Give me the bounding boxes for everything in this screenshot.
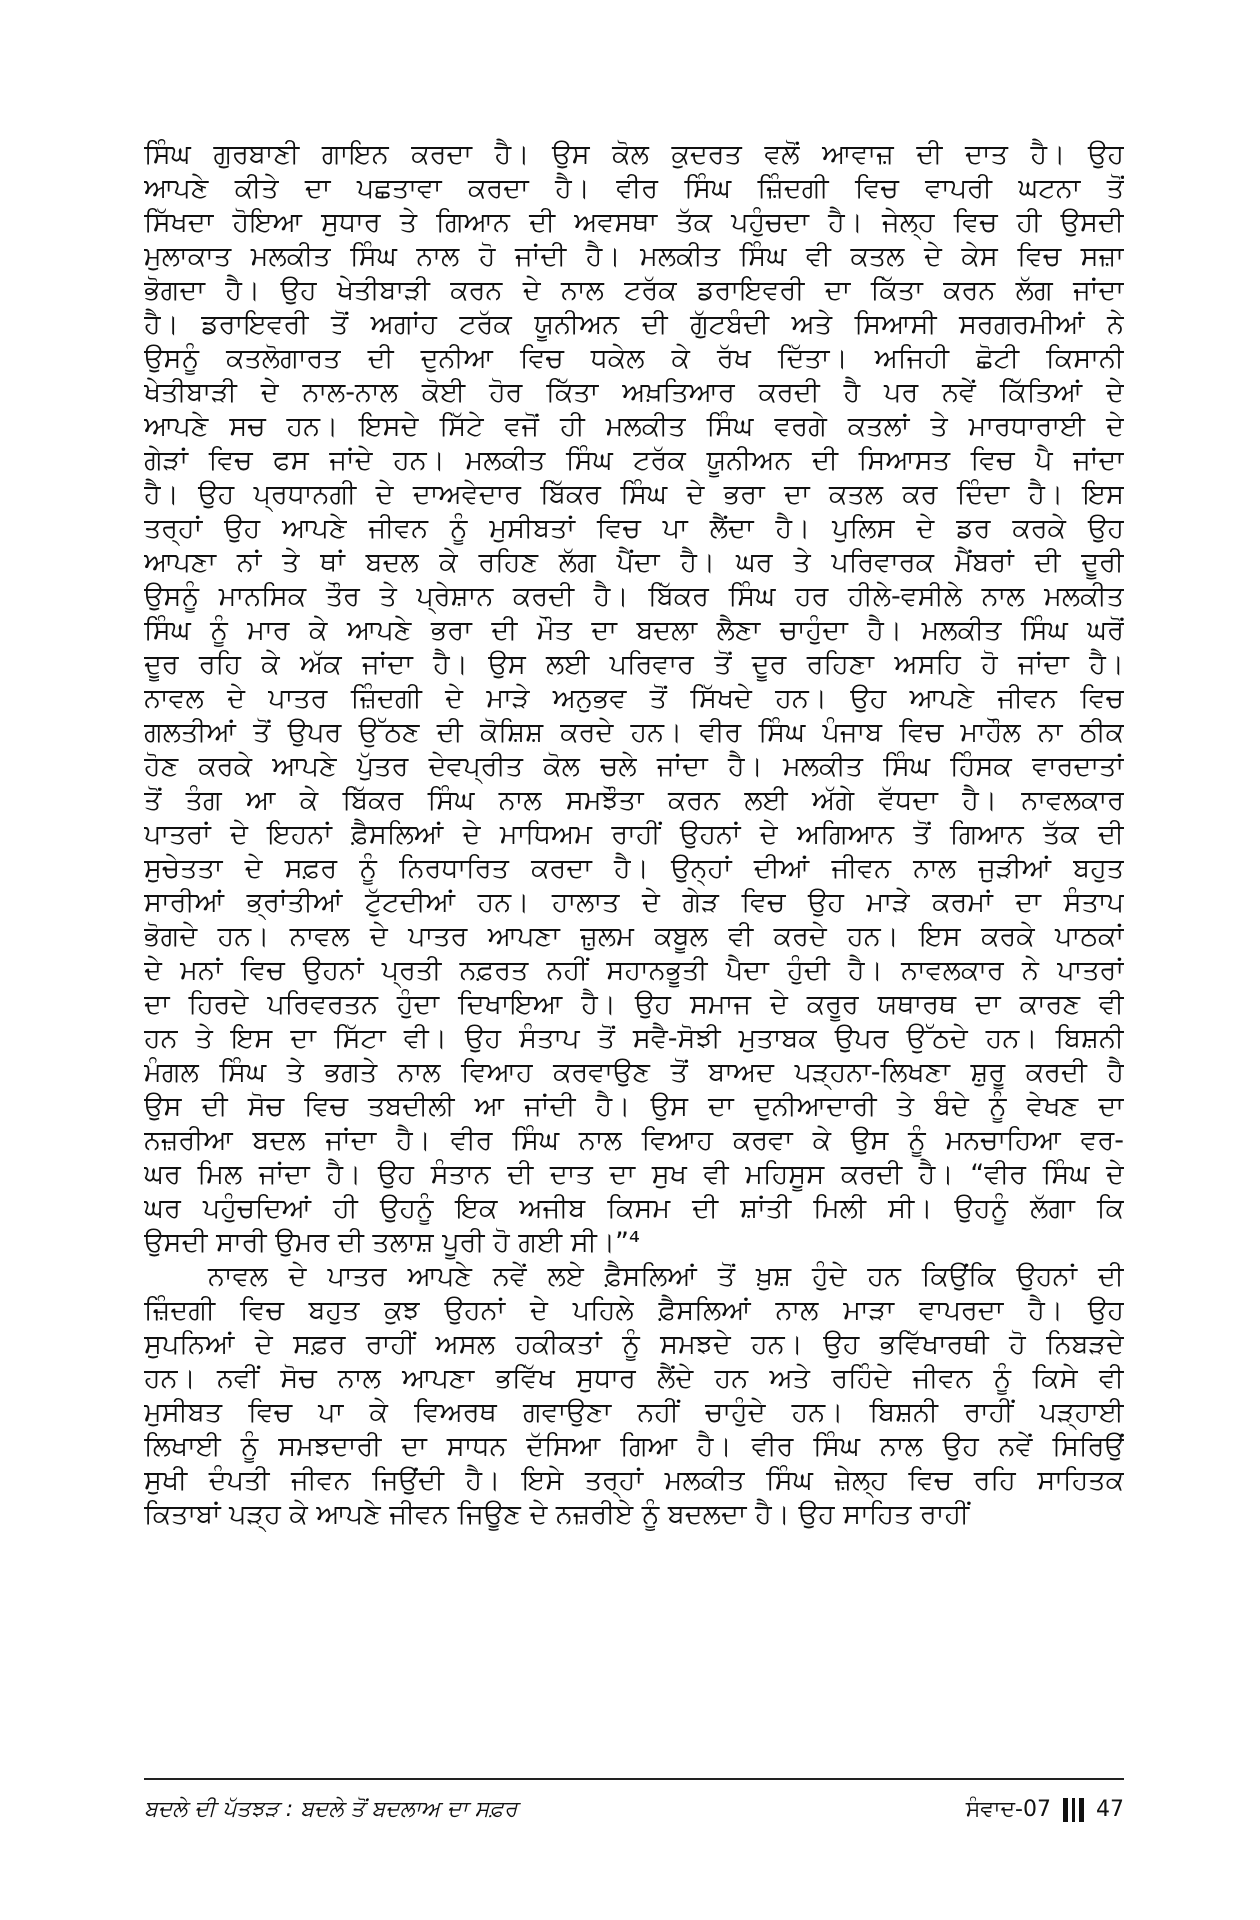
text-line: ਗੇੜਾਂ ਵਿਚ ਫਸ ਜਾਂਦੇ ਹਨ। ਮਲਕੀਤ ਸਿੰਘ ਟਰੱਕ ਯੂਨੀਅਨ ਦੀ ਸਿਆਸਤ ਵਿਚ ਪੈ ਜਾਂਦਾ <box>144 445 1124 476</box>
text-line: ਹੈ। ਉਹ ਪ੍ਰਧਾਨਗੀ ਦੇ ਦਾਅਵੇਦਾਰ ਬਿੱਕਰ ਸਿੰਘ ਦੇ ਭਰਾ ਦਾ ਕਤਲ ਕਰ ਦਿੰਦਾ ਹੈ। ਇਸ <box>144 479 1124 510</box>
text-line: ਉਸ ਦੀ ਸੋਚ ਵਿਚ ਤਬਦੀਲੀ ਆ ਜਾਂਦੀ ਹੈ। ਉਸ ਦਾ ਦੁਨੀਆਦਾਰੀ ਤੇ ਬੰਦੇ ਨੂੰ ਵੇਖਣ ਦਾ <box>144 1091 1124 1122</box>
text-line: ਤਰ੍ਹਾਂ ਉਹ ਆਪਣੇ ਜੀਵਨ ਨੂੰ ਮੁਸੀਬਤਾਂ ਵਿਚ ਪਾ ਲੈਂਦਾ ਹੈ। ਪੁਲਿਸ ਦੇ ਡਰ ਕਰਕੇ ਉਹ <box>144 513 1124 544</box>
text-line: ਸਾਰੀਆਂ ਭ੍ਰਾਂਤੀਆਂ ਟੁੱਟਦੀਆਂ ਹਨ। ਹਾਲਾਤ ਦੇ ਗੇੜ ਵਿਚ ਉਹ ਮਾੜੇ ਕਰਮਾਂ ਦਾ ਸੰਤਾਪ <box>144 887 1124 918</box>
text-line: ਸਿੱਖਦਾ ਹੋਇਆ ਸੁਧਾਰ ਤੇ ਗਿਆਨ ਦੀ ਅਵਸਥਾ ਤੱਕ ਪਹੁੰਚਦਾ ਹੈ। ਜੇਲ੍ਹ ਵਿਚ ਹੀ ਉਸਦੀ <box>144 207 1124 238</box>
text-line: ਗਲਤੀਆਂ ਤੋਂ ਉਪਰ ਉੱਠਣ ਦੀ ਕੋਸ਼ਿਸ਼ ਕਰਦੇ ਹਨ। ਵੀਰ ਸਿੰਘ ਪੰਜਾਬ ਵਿਚ ਮਾਹੌਲ ਨਾ ਠੀਕ <box>144 717 1124 748</box>
separator-bars-icon <box>1063 1797 1084 1823</box>
text-line: ਸੁਪਨਿਆਂ ਦੇ ਸਫ਼ਰ ਰਾਹੀਂ ਅਸਲ ਹਕੀਕਤਾਂ ਨੂੰ ਸਮਝਦੇ ਹਨ। ਉਹ ਭਵਿੱਖਾਰਥੀ ਹੋ ਨਿਬੜਦੇ <box>144 1329 1124 1360</box>
text-line: ਆਪਣੇ ਸਚ ਹਨ। ਇਸਦੇ ਸਿੱਟੇ ਵਜੋਂ ਹੀ ਮਲਕੀਤ ਸਿੰਘ ਵਰਗੇ ਕਤਲਾਂ ਤੇ ਮਾਰਧਾਰਾਈ ਦੇ <box>144 411 1124 442</box>
footer-right <box>966 1790 1124 1830</box>
text-line: ਮੁਲਾਕਾਤ ਮਲਕੀਤ ਸਿੰਘ ਨਾਲ ਹੋ ਜਾਂਦੀ ਹੈ। ਮਲਕੀਤ ਸਿੰਘ ਵੀ ਕਤਲ ਦੇ ਕੇਸ ਵਿਚ ਸਜ਼ਾ <box>144 241 1124 272</box>
text-line: ਦਾ ਹਿਰਦੇ ਪਰਿਵਰਤਨ ਹੁੰਦਾ ਦਿਖਾਇਆ ਹੈ। ਉਹ ਸਮਾਜ ਦੇ ਕਰੂਰ ਯਥਾਰਥ ਦਾ ਕਾਰਣ ਵੀ <box>144 989 1124 1020</box>
text-line: ਨਾਵਲ ਦੇ ਪਾਤਰ ਆਪਣੇ ਨਵੇਂ ਲਏ ਫ਼ੈਸਲਿਆਂ ਤੋਂ ਖ਼ੁਸ਼ ਹੁੰਦੇ ਹਨ ਕਿਉਂਕਿ ਉਹਨਾਂ ਦੀ <box>208 1261 1124 1292</box>
text-line: ਨਾਵਲ ਦੇ ਪਾਤਰ ਜ਼ਿੰਦਗੀ ਦੇ ਮਾੜੇ ਅਨੁਭਵ ਤੋਂ ਸਿੱਖਦੇ ਹਨ। ਉਹ ਆਪਣੇ ਜੀਵਨ ਵਿਚ <box>144 683 1124 714</box>
text-line: ਹਨ। ਨਵੀਂ ਸੋਚ ਨਾਲ ਆਪਣਾ ਭਵਿੱਖ ਸੁਧਾਰ ਲੈਂਦੇ ਹਨ ਅਤੇ ਰਹਿੰਦੇ ਜੀਵਨ ਨੂੰ ਕਿਸੇ ਵੀ <box>144 1363 1124 1394</box>
body-text <box>144 138 1124 1532</box>
text-line: ਉਸਨੂੰ ਕਤਲੋਗਾਰਤ ਦੀ ਦੁਨੀਆ ਵਿਚ ਧਕੇਲ ਕੇ ਰੱਖ ਦਿੱਤਾ। ਅਜਿਹੀ ਛੋਟੀ ਕਿਸਾਨੀ <box>144 343 1124 374</box>
text-line: ਸੁਚੇਤਤਾ ਦੇ ਸਫ਼ਰ ਨੂੰ ਨਿਰਧਾਰਿਤ ਕਰਦਾ ਹੈ। ਉਨ੍ਹਾਂ ਦੀਆਂ ਜੀਵਨ ਨਾਲ ਜੁੜੀਆਂ ਬਹੁਤ <box>144 853 1124 884</box>
text-line: ਹਨ ਤੇ ਇਸ ਦਾ ਸਿੱਟਾ ਵੀ। ਉਹ ਸੰਤਾਪ ਤੋਂ ਸਵੈ-ਸੋਝੀ ਮੁਤਾਬਕ ਉਪਰ ਉੱਠਦੇ ਹਨ। ਬਿਸ਼ਨੀ <box>144 1023 1124 1054</box>
text-line: ਮੰਗਲ ਸਿੰਘ ਤੇ ਭਗਤੇ ਨਾਲ ਵਿਆਹ ਕਰਵਾਉਣ ਤੋਂ ਬਾਅਦ ਪੜ੍ਹਨਾ-ਲਿਖਣਾ ਸ਼ੁਰੂ ਕਰਦੀ ਹੈ <box>144 1057 1124 1088</box>
text-line: ਉਸਦੀ ਸਾਰੀ ਉਮਰ ਦੀ ਤਲਾਸ਼ ਪੂਰੀ ਹੋ ਗਈ ਸੀ।”⁴ <box>144 1227 640 1258</box>
text-line: ਭੋਗਦਾ ਹੈ। ਉਹ ਖੇਤੀਬਾੜੀ ਕਰਨ ਦੇ ਨਾਲ ਟਰੱਕ ਡਰਾਇਵਰੀ ਦਾ ਕਿੱਤਾ ਕਰਨ ਲੱਗ ਜਾਂਦਾ <box>144 275 1124 306</box>
text-line: ਹੋਣ ਕਰਕੇ ਆਪਣੇ ਪੁੱਤਰ ਦੇਵਪ੍ਰੀਤ ਕੋਲ ਚਲੇ ਜਾਂਦਾ ਹੈ। ਮਲਕੀਤ ਸਿੰਘ ਹਿੰਸਕ ਵਾਰਦਾਤਾਂ <box>144 751 1124 782</box>
text-line: ਆਪਣਾ ਨਾਂ ਤੇ ਥਾਂ ਬਦਲ ਕੇ ਰਹਿਣ ਲੱਗ ਪੈਂਦਾ ਹੈ। ਘਰ ਤੇ ਪਰਿਵਾਰਕ ਮੈਂਬਰਾਂ ਦੀ ਦੂਰੀ <box>144 547 1124 578</box>
running-title: ਬਦਲੇ ਦੀ ਪੱਤਝੜ : ਬਦਲੇ ਤੋਂ ਬਦਲਾਅ ਦਾ ਸਫ਼ਰ <box>144 1797 518 1822</box>
page-footer <box>144 1790 1124 1830</box>
text-line: ਲਿਖਾਈ ਨੂੰ ਸਮਝਦਾਰੀ ਦਾ ਸਾਧਨ ਦੱਸਿਆ ਗਿਆ ਹੈ। ਵੀਰ ਸਿੰਘ ਨਾਲ ਉਹ ਨਵੇਂ ਸਿਰਿਉਂ <box>144 1431 1124 1462</box>
text-line: ਕਿਤਾਬਾਂ ਪੜ੍ਹ ਕੇ ਆਪਣੇ ਜੀਵਨ ਜਿਊਣ ਦੇ ਨਜ਼ਰੀਏ ਨੂੰ ਬਦਲਦਾ ਹੈ। ਉਹ ਸਾਹਿਤ ਰਾਹੀਂ <box>144 1499 970 1530</box>
text-line: ਪਾਤਰਾਂ ਦੇ ਇਹਨਾਂ ਫ਼ੈਸਲਿਆਂ ਦੇ ਮਾਧਿਅਮ ਰਾਹੀਂ ਉਹਨਾਂ ਦੇ ਅਗਿਆਨ ਤੋਂ ਗਿਆਨ ਤੱਕ ਦੀ <box>144 819 1124 850</box>
text-line: ਆਪਣੇ ਕੀਤੇ ਦਾ ਪਛਤਾਵਾ ਕਰਦਾ ਹੈ। ਵੀਰ ਸਿੰਘ ਜ਼ਿੰਦਗੀ ਵਿਚ ਵਾਪਰੀ ਘਟਨਾ ਤੋਂ <box>144 173 1124 204</box>
text-line: ਹੈ। ਡਰਾਇਵਰੀ ਤੋਂ ਅਗਾਂਹ ਟਰੱਕ ਯੂਨੀਅਨ ਦੀ ਗੁੱਟਬੰਦੀ ਅਤੇ ਸਿਆਸੀ ਸਰਗਰਮੀਆਂ ਨੇ <box>144 309 1124 340</box>
text-line: ਜ਼ਿੰਦਗੀ ਵਿਚ ਬਹੁਤ ਕੁਝ ਉਹਨਾਂ ਦੇ ਪਹਿਲੇ ਫ਼ੈਸਲਿਆਂ ਨਾਲ ਮਾੜਾ ਵਾਪਰਦਾ ਹੈ। ਉਹ <box>144 1295 1124 1326</box>
text-line: ਨਜ਼ਰੀਆ ਬਦਲ ਜਾਂਦਾ ਹੈ। ਵੀਰ ਸਿੰਘ ਨਾਲ ਵਿਆਹ ਕਰਵਾ ਕੇ ਉਸ ਨੂੰ ਮਨਚਾਹਿਆ ਵਰ- <box>144 1125 1124 1156</box>
text-line: ਘਰ ਮਿਲ ਜਾਂਦਾ ਹੈ। ਉਹ ਸੰਤਾਨ ਦੀ ਦਾਤ ਦਾ ਸੁਖ ਵੀ ਮਹਿਸੂਸ ਕਰਦੀ ਹੈ। “ਵੀਰ ਸਿੰਘ ਦੇ <box>144 1159 1124 1190</box>
text-line: ਦੂਰ ਰਹਿ ਕੇ ਅੱਕ ਜਾਂਦਾ ਹੈ। ਉਸ ਲਈ ਪਰਿਵਾਰ ਤੋਂ ਦੂਰ ਰਹਿਣਾ ਅਸਹਿ ਹੋ ਜਾਂਦਾ ਹੈ। <box>144 649 1124 680</box>
text-line: ਤੋਂ ਤੰਗ ਆ ਕੇ ਬਿੱਕਰ ਸਿੰਘ ਨਾਲ ਸਮਝੌਤਾ ਕਰਨ ਲਈ ਅੱਗੇ ਵੱਧਦਾ ਹੈ। ਨਾਵਲਕਾਰ <box>144 785 1124 816</box>
text-line: ਉਸਨੂੰ ਮਾਨਸਿਕ ਤੌਰ ਤੇ ਪ੍ਰੇਸ਼ਾਨ ਕਰਦੀ ਹੈ। ਬਿੱਕਰ ਸਿੰਘ ਹਰ ਹੀਲੇ-ਵਸੀਲੇ ਨਾਲ ਮਲਕੀਤ <box>144 581 1124 612</box>
text-line: ਭੋਗਦੇ ਹਨ। ਨਾਵਲ ਦੇ ਪਾਤਰ ਆਪਣਾ ਜ਼ੁਲਮ ਕਬੂਲ ਵੀ ਕਰਦੇ ਹਨ। ਇਸ ਕਰਕੇ ਪਾਠਕਾਂ <box>144 921 1124 952</box>
journal-name: ਸੰਵਾਦ-07 <box>965 1797 1051 1822</box>
text-line: ਮੁਸੀਬਤ ਵਿਚ ਪਾ ਕੇ ਵਿਅਰਥ ਗਵਾਉਣਾ ਨਹੀਂ ਚਾਹੁੰਦੇ ਹਨ। ਬਿਸ਼ਨੀ ਰਾਹੀਂ ਪੜ੍ਹਾਈ <box>144 1397 1124 1428</box>
text-line: ਘਰ ਪਹੁੰਚਦਿਆਂ ਹੀ ਉਹਨੂੰ ਇਕ ਅਜੀਬ ਕਿਸਮ ਦੀ ਸ਼ਾਂਤੀ ਮਿਲੀ ਸੀ। ਉਹਨੂੰ ਲੱਗਾ ਕਿ <box>144 1193 1124 1224</box>
page-number: 47 <box>1096 1797 1124 1822</box>
text-line: ਸਿੰਘ ਨੂੰ ਮਾਰ ਕੇ ਆਪਣੇ ਭਰਾ ਦੀ ਮੌਤ ਦਾ ਬਦਲਾ ਲੈਣਾ ਚਾਹੁੰਦਾ ਹੈ। ਮਲਕੀਤ ਸਿੰਘ ਘਰੋਂ <box>144 615 1124 646</box>
text-line: ਖੇਤੀਬਾੜੀ ਦੇ ਨਾਲ-ਨਾਲ ਕੋਈ ਹੋਰ ਕਿੱਤਾ ਅਖ਼ਤਿਆਰ ਕਰਦੀ ਹੈ ਪਰ ਨਵੇਂ ਕਿੱਤਿਆਂ ਦੇ <box>144 377 1124 408</box>
text-line: ਸਿੰਘ ਗੁਰਬਾਣੀ ਗਾਇਨ ਕਰਦਾ ਹੈ। ਉਸ ਕੋਲ ਕੁਦਰਤ ਵਲੋਂ ਆਵਾਜ਼ ਦੀ ਦਾਤ ਹੈ। ਉਹ <box>144 139 1124 170</box>
text-line: ਸੁਖੀ ਦੰਪਤੀ ਜੀਵਨ ਜਿਉਂਦੀ ਹੈ। ਇਸੇ ਤਰ੍ਹਾਂ ਮਲਕੀਤ ਸਿੰਘ ਜ਼ੇਲ੍ਹ ਵਿਚ ਰਹਿ ਸਾਹਿਤਕ <box>144 1465 1124 1496</box>
text-line: ਦੇ ਮਨਾਂ ਵਿਚ ਉਹਨਾਂ ਪ੍ਰਤੀ ਨਫ਼ਰਤ ਨਹੀਂ ਸਹਾਨਭੂਤੀ ਪੈਦਾ ਹੁੰਦੀ ਹੈ। ਨਾਵਲਕਾਰ ਨੇ ਪਾਤਰਾਂ <box>144 955 1124 986</box>
footer-rule <box>144 1778 1124 1780</box>
